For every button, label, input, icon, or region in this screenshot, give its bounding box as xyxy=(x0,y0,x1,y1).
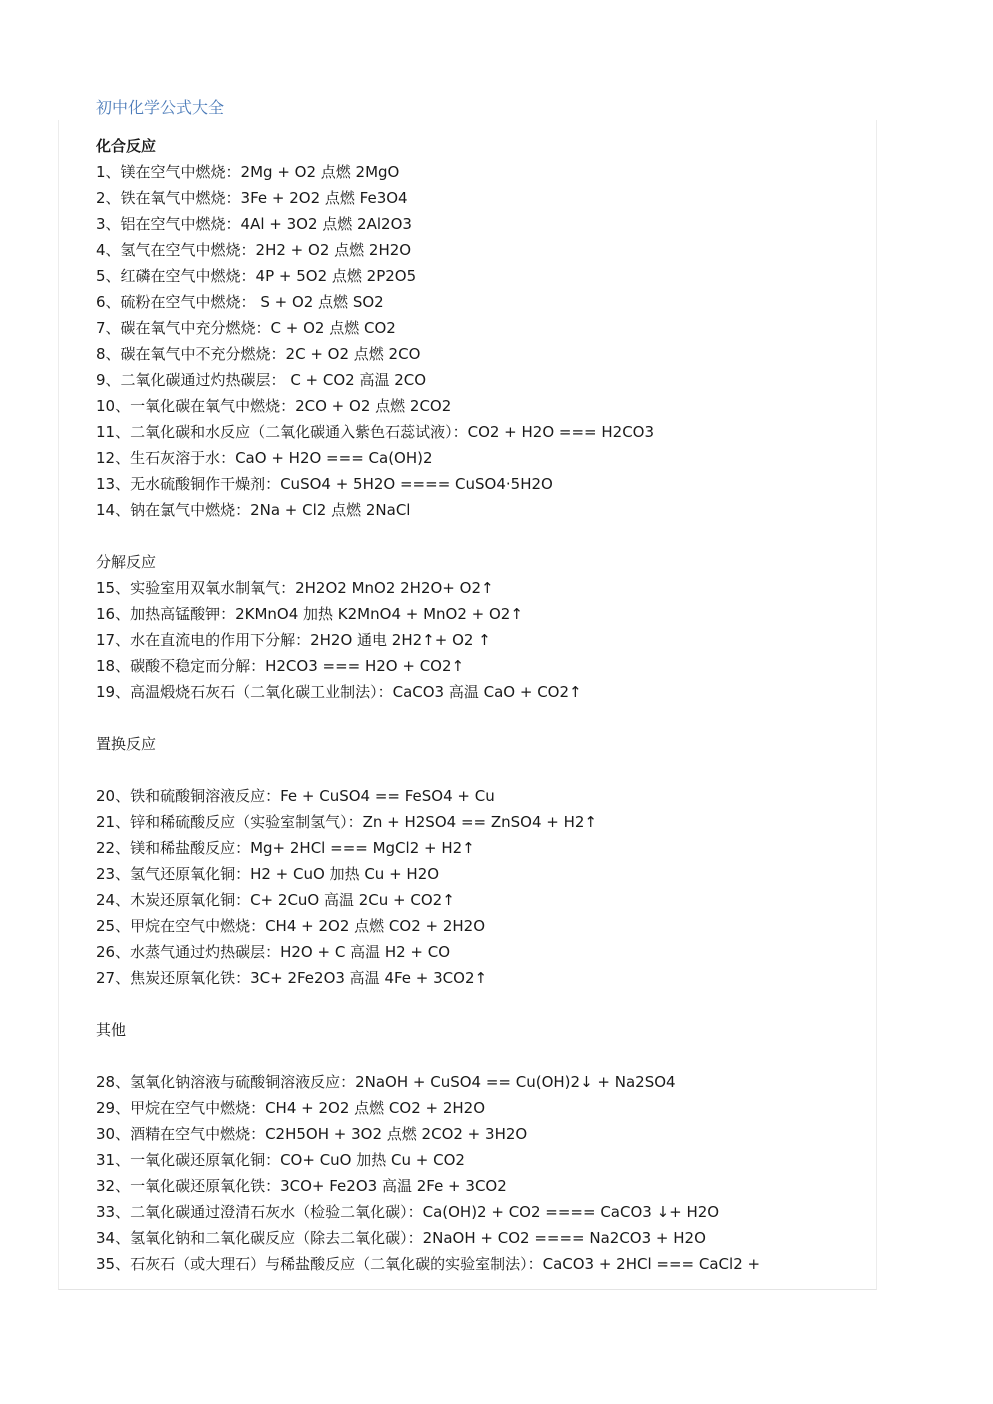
formula-line: 25、甲烷在空气中燃烧：CH4 + 2O2 点燃 CO2 + 2H2O xyxy=(96,917,486,935)
formula-line: 32、一氧化碳还原氧化铁：3CO+ Fe2O3 高温 2Fe + 3CO2 xyxy=(96,1177,507,1195)
formula-line: 28、氢氧化钠溶液与硫酸铜溶液反应：2NaOH + CuSO4 == Cu(OH)2↓ + Na2SO4 xyxy=(96,1073,676,1091)
formula-line: 16、加热高锰酸钾：2KMnO4 加热 K2MnO4 + MnO2 + O2↑ xyxy=(96,605,523,623)
formula-line: 33、二氧化碳通过澄清石灰水（检验二氧化碳）：Ca(OH)2 + CO2 ==== CaCO3 ↓+ H2O xyxy=(96,1203,720,1221)
formula-line: 6、硫粉在空气中燃烧： S + O2 点燃 SO2 xyxy=(96,293,384,311)
formula-line: 13、无水硫酸铜作干燥剂：CuSO4 + 5H2O ==== CuSO4·5H2O xyxy=(96,475,553,493)
formula-line: 26、水蒸气通过灼热碳层：H2O + C 高温 H2 + CO xyxy=(96,943,451,961)
formula-line: 22、镁和稀盐酸反应：Mg+ 2HCl === MgCl2 + H2↑ xyxy=(96,839,475,857)
formula-line: 11、二氧化碳和水反应（二氧化碳通入紫色石蕊试液）：CO2 + H2O === H2CO3 xyxy=(96,423,655,441)
blank-line xyxy=(96,705,866,731)
formula-line: 34、氢氧化钠和二氧化碳反应（除去二氧化碳）：2NaOH + CO2 ==== Na2CO3 + H2O xyxy=(96,1229,706,1247)
formula-list xyxy=(96,133,866,1277)
blank-line xyxy=(96,991,866,1017)
formula-line: 5、红磷在空气中燃烧：4P + 5O2 点燃 2P2O5 xyxy=(96,267,417,285)
formula-line: 27、焦炭还原氧化铁：3C+ 2Fe2O3 高温 4Fe + 3CO2↑ xyxy=(96,969,488,987)
formula-line: 24、木炭还原氧化铜：C+ 2CuO 高温 2Cu + CO2↑ xyxy=(96,891,455,909)
formula-line: 9、二氧化碳通过灼热碳层： C + CO2 高温 2CO xyxy=(96,371,427,389)
formula-line: 10、一氧化碳在氧气中燃烧：2CO + O2 点燃 2CO2 xyxy=(96,397,452,415)
formula-line: 8、碳在氧气中不充分燃烧：2C + O2 点燃 2CO xyxy=(96,345,421,363)
formula-line: 21、锌和稀硫酸反应（实验室制氢气）：Zn + H2SO4 == ZnSO4 + H2↑ xyxy=(96,813,597,831)
blank-line xyxy=(96,1043,866,1069)
section-heading: 化合反应 xyxy=(96,137,157,155)
section-heading: 其他 xyxy=(96,1021,127,1039)
formula-line: 30、酒精在空气中燃烧：C2H5OH + 3O2 点燃 2CO2 + 3H2O xyxy=(96,1125,528,1143)
section-heading: 分解反应 xyxy=(96,553,157,571)
formula-line: 20、铁和硫酸铜溶液反应：Fe + CuSO4 == FeSO4 + Cu xyxy=(96,787,495,805)
blank-line xyxy=(96,757,866,783)
formula-line: 31、一氧化碳还原氧化铜：CO+ CuO 加热 Cu + CO2 xyxy=(96,1151,465,1169)
formula-line: 7、碳在氧气中充分燃烧：C + O2 点燃 CO2 xyxy=(96,319,396,337)
document-title: 初中化学公式大全 xyxy=(96,98,225,117)
formula-line: 14、钠在氯气中燃烧：2Na + Cl2 点燃 2NaCl xyxy=(96,501,411,519)
formula-line: 17、水在直流电的作用下分解：2H2O 通电 2H2↑+ O2 ↑ xyxy=(96,631,491,649)
formula-line: 15、实验室用双氧水制氧气：2H2O2 MnO2 2H2O+ O2↑ xyxy=(96,579,494,597)
formula-line: 19、高温煅烧石灰石（二氧化碳工业制法）：CaCO3 高温 CaO + CO2↑ xyxy=(96,683,582,701)
formula-line: 2、铁在氧气中燃烧：3Fe + 2O2 点燃 Fe3O4 xyxy=(96,189,408,207)
formula-line: 1、镁在空气中燃烧：2Mg + O2 点燃 2MgO xyxy=(96,163,400,181)
section-heading: 置换反应 xyxy=(96,735,157,753)
formula-line: 35、石灰石（或大理石）与稀盐酸反应（二氧化碳的实验室制法）：CaCO3 + 2HCl === CaCl2 + xyxy=(96,1255,761,1273)
formula-line: 3、铝在空气中燃烧：4Al + 3O2 点燃 2Al2O3 xyxy=(96,215,412,233)
formula-line: 29、甲烷在空气中燃烧：CH4 + 2O2 点燃 CO2 + 2H2O xyxy=(96,1099,486,1117)
formula-line: 18、碳酸不稳定而分解：H2CO3 === H2O + CO2↑ xyxy=(96,657,465,675)
formula-line: 12、生石灰溶于水：CaO + H2O === Ca(OH)2 xyxy=(96,449,433,467)
formula-line: 23、氢气还原氧化铜：H2 + CuO 加热 Cu + H2O xyxy=(96,865,440,883)
blank-line xyxy=(96,523,866,549)
formula-line: 4、氢气在空气中燃烧：2H2 + O2 点燃 2H2O xyxy=(96,241,412,259)
